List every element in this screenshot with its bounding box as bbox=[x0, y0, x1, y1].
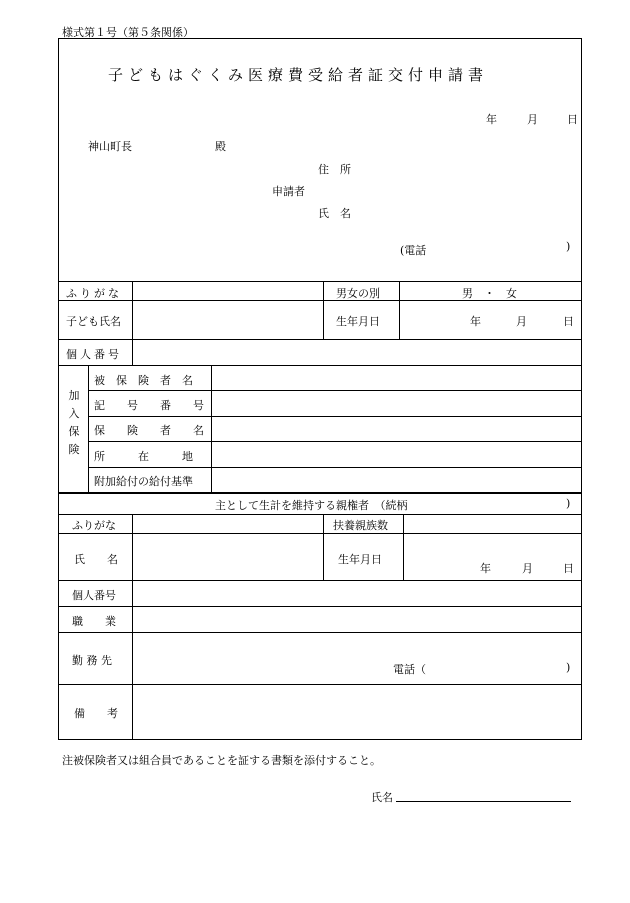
symbol-number-label: 記 号 番 号 bbox=[94, 399, 204, 412]
insurer-name-label: 保 険 者 名 bbox=[94, 424, 204, 437]
child-birth-year: 年 bbox=[470, 315, 481, 328]
occupation-label: 職 業 bbox=[72, 615, 116, 628]
form-frame bbox=[58, 38, 582, 740]
guardian-heading: 主として生計を維持する親権者 （続柄 bbox=[215, 499, 408, 512]
signature-line[interactable] bbox=[396, 801, 571, 802]
child-birth-month: 月 bbox=[516, 315, 527, 328]
phone-open: (電話 bbox=[400, 244, 427, 257]
date-day: 日 bbox=[567, 113, 578, 126]
guardian-birth-year: 年 bbox=[480, 562, 491, 575]
child-personal-number-label: 個人番号 bbox=[66, 348, 122, 361]
child-name-label: 子ども氏名 bbox=[66, 315, 121, 328]
applicant-name-label: 氏 名 bbox=[318, 207, 351, 220]
guardian-personal-number-label: 個人番号 bbox=[72, 589, 116, 602]
workplace-phone-open: 電話（ bbox=[393, 663, 426, 676]
guardian-name-label: 氏 名 bbox=[74, 553, 118, 566]
phone-close: ) bbox=[566, 240, 571, 253]
guardian-birth-label: 生年月日 bbox=[338, 553, 382, 566]
recipient: 神山町長 bbox=[88, 140, 132, 153]
date-year: 年 bbox=[486, 113, 497, 126]
insured-name-label: 被 保 険 者 名 bbox=[94, 374, 193, 387]
additional-benefit-label: 附加給付の給付基準 bbox=[94, 475, 193, 488]
workplace-phone-close: ) bbox=[566, 661, 571, 674]
child-birth-day: 日 bbox=[563, 315, 574, 328]
guardian-birth-month: 月 bbox=[522, 562, 533, 575]
guardian-furigana-label: ふりがな bbox=[72, 519, 116, 532]
guardian-heading-close: ) bbox=[566, 497, 571, 510]
applicant-label: 申請者 bbox=[272, 185, 305, 198]
gender-options: 男 ・ 女 bbox=[462, 287, 517, 300]
workplace-label: 勤 務 先 bbox=[72, 654, 112, 667]
signature-label: 氏名 bbox=[371, 791, 393, 804]
gender-label: 男女の別 bbox=[336, 287, 380, 300]
address-label: 住 所 bbox=[318, 163, 351, 176]
dependents-label: 扶養親族数 bbox=[333, 519, 388, 532]
remarks-label: 備 考 bbox=[74, 707, 118, 720]
location-label: 所 在 地 bbox=[94, 450, 193, 463]
form-title: 子どもはぐくみ医療費受給者証交付申請書 bbox=[108, 66, 489, 84]
honorific: 殿 bbox=[215, 140, 226, 153]
date-month: 月 bbox=[527, 113, 538, 126]
child-furigana-label: ふりがな bbox=[66, 287, 122, 300]
form-label: 様式第１号（第５条関係） bbox=[62, 26, 194, 39]
guardian-birth-day: 日 bbox=[563, 562, 574, 575]
footer-note: 注被保険者又は組合員であることを証する書類を添付すること。 bbox=[62, 754, 381, 767]
child-birth-label: 生年月日 bbox=[336, 315, 380, 328]
insurance-vertical-label: 加 入 保 険 bbox=[68, 389, 80, 456]
